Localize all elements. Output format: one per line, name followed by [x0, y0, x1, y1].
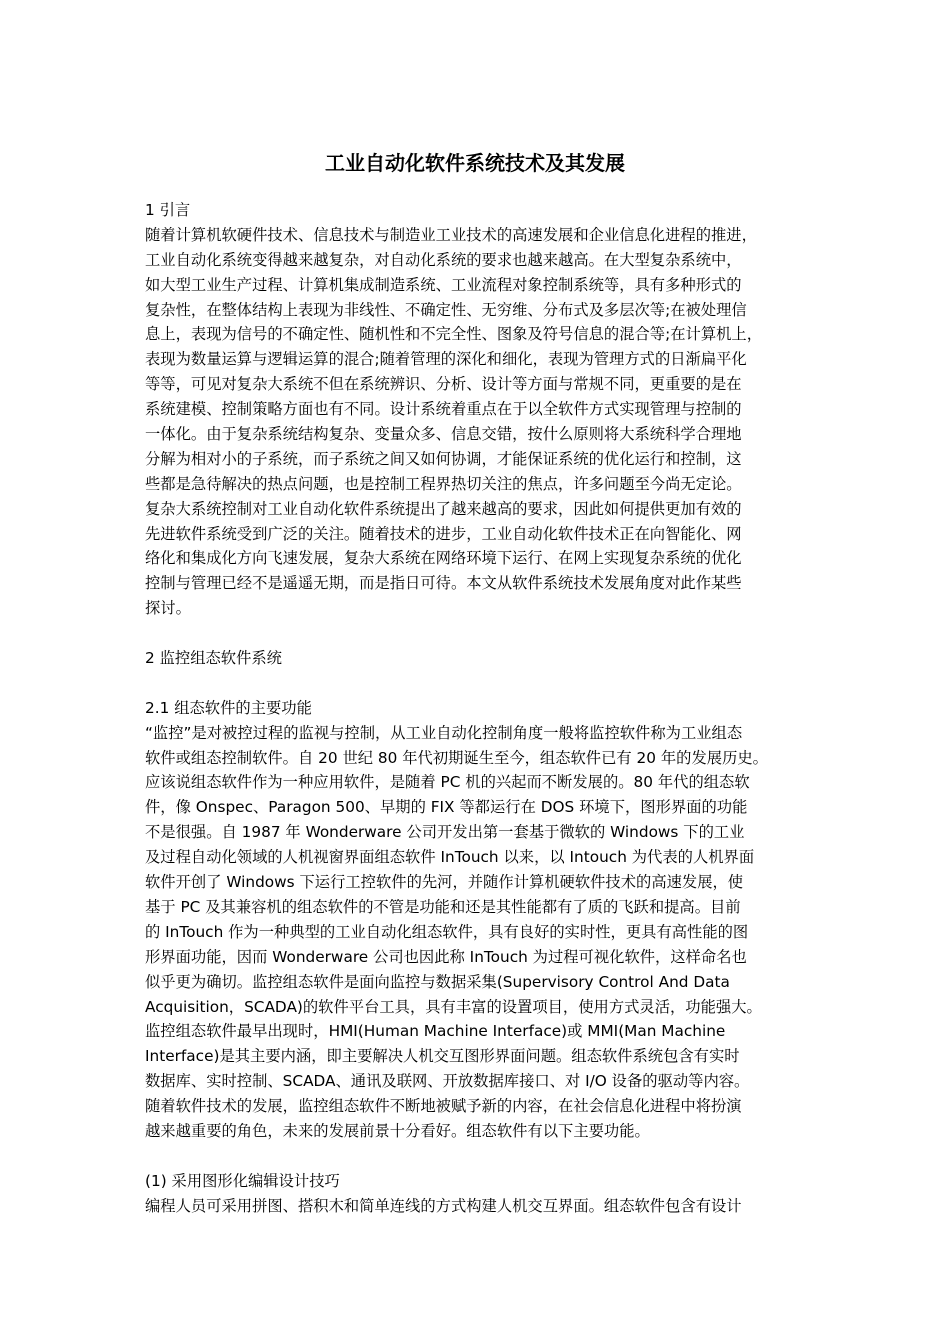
paragraph-line: 工业自动化系统变得越来越复杂，对自动化系统的要求也越来越高。在大型复杂系统中， [145, 250, 742, 269]
paragraph-line: Acquisition，SCADA)的软件平台工具，具有丰富的设置项目，使用方式灵活，功能强大。 [145, 997, 762, 1016]
section-2-1-paragraph [145, 721, 825, 1144]
paragraph-line: 监控组态软件最早出现时，HMI(Human Machine Interface)或 MMI(Man Machine [145, 1022, 726, 1041]
paragraph-line: 软件开创了 Windows 下运行工控软件的先河，并随作计算机硬软件技术的高速发展，使 [145, 873, 744, 892]
item-heading-1: (1) 采用图形化编辑设计技巧 [145, 1171, 340, 1190]
section-heading-intro: 1 引言 [145, 201, 191, 219]
paragraph-line: 应该说组态软件作为一种应用软件，是随着 PC 机的兴起而不断发展的。80 年代的组态软 [145, 773, 750, 792]
document-title: 工业自动化软件系统技术及其发展 [325, 151, 625, 175]
paragraph-line: 复杂大系统控制对工业自动化软件系统提出了越来越高的要求，因此如何提供更加有效的 [145, 499, 742, 518]
paragraph-line: 编程人员可采用拼图、搭积木和简单连线的方式构建人机交互界面。组态软件包含有设计 [145, 1196, 742, 1215]
blank-line [145, 621, 825, 646]
paragraph-line: 似乎更为确切。监控组态软件是面向监控与数据采集(Supervisory Control And Data [145, 972, 730, 991]
paragraph-line: 形界面功能，因而 Wonderware 公司也因此称 InTouch 为过程可视化软件，这样命名也 [145, 947, 747, 966]
paragraph-line: 一体化。由于复杂系统结构复杂、变量众多、信息交错，按什么原则将大系统科学合理地 [145, 425, 742, 444]
blank-line [145, 1144, 825, 1169]
paragraph-line: 件，像 Onspec、Paragon 500、早期的 FIX 等都运行在 DOS 环境下，图形界面的功能 [145, 798, 748, 817]
paragraph-line: 复杂性，在整体结构上表现为非线性、不确定性、无穷维、分布式及多层次等;在被处理信 [145, 300, 747, 319]
intro-paragraph [145, 223, 825, 621]
paragraph-line: 越来越重要的角色，未来的发展前景十分看好。组态软件有以下主要功能。 [145, 1121, 650, 1140]
paragraph-line: “监控”是对被控过程的监视与控制，从工业自动化控制角度一般将监控软件称为工业组态 [145, 723, 743, 742]
paragraph-line: 表现为数量运算与逻辑运算的混合;随着管理的深化和细化，表现为管理方式的日渐扁平化 [145, 350, 747, 369]
blank-line [145, 671, 825, 696]
paragraph-line: 控制与管理已经不是遥遥无期，而是指日可待。本文从软件系统技术发展角度对此作某些 [145, 574, 742, 593]
paragraph-line: 些都是急待解决的热点问题，也是控制工程界热切关注的焦点，许多问题至今尚无定论。 [145, 474, 742, 493]
paragraph-line: 分解为相对小的子系统，而子系统之间又如何协调，才能保证系统的优化运行和控制，这 [145, 449, 742, 468]
paragraph-line: 等等，可见对复杂大系统不但在系统辨识、分析、设计等方面与常规不同，更重要的是在 [145, 375, 742, 394]
paragraph-line: 基于 PC 及其兼容机的组态软件的不管是功能和还是其性能都有了质的飞跃和提高。目前 [145, 897, 741, 916]
paragraph-line: 软件或组态控制软件。自 20 世纪 80 年代初期诞生至今，组态软件已有 20 年的发展历史。 [145, 748, 768, 767]
paragraph-line: 的 InTouch 作为一种典型的工业自动化组态软件，具有良好的实时性，更具有高性能的图 [145, 922, 749, 941]
paragraph-line: 先进软件系统受到广泛的关注。随着技术的进步，工业自动化软件技术正在向智能化、网 [145, 524, 742, 543]
paragraph-line: 随着软件技术的发展，监控组态软件不断地被赋予新的内容，在社会信息化进程中将扮演 [145, 1097, 742, 1116]
paragraph-line: 及过程自动化领域的人机视窗界面组态软件 InTouch 以来，以 Intouch 为代表的人机界面 [145, 848, 755, 867]
paragraph-line: Interface)是其主要内涵，即主要解决人机交互图形界面问题。组态软件系统包含有实时 [145, 1047, 740, 1066]
paragraph-line: 数据库、实时控制、SCADA、通讯及联网、开放数据库接口、对 I/O 设备的驱动等内容。 [145, 1072, 750, 1091]
paragraph-line: 随着计算机软硬件技术、信息技术与制造业工业技术的高速发展和企业信息化进程的推进， [145, 225, 757, 244]
paragraph-line: 息上，表现为信号的不确定性、随机性和不完全性、图象及符号信息的混合等;在计算机上， [145, 325, 763, 344]
document-body [145, 198, 825, 1219]
paragraph-line: 系统建模、控制策略方面也有不同。设计系统着重点在于以全软件方式实现管理与控制的 [145, 400, 742, 419]
paragraph-line: 不是很强。自 1987 年 Wonderware 公司开发出第一套基于微软的 Windows 下的工业 [145, 823, 745, 842]
section-heading-2: 2 监控组态软件系统 [145, 649, 282, 668]
paragraph-line: 如大型工业生产过程、计算机集成制造系统、工业流程对象控制系统等，具有多种形式的 [145, 275, 742, 294]
item-1-paragraph [145, 1194, 825, 1219]
section-heading-2-1: 2.1 组态软件的主要功能 [145, 698, 312, 717]
paragraph-line: 探讨。 [145, 599, 191, 618]
paragraph-line: 络化和集成化方向飞速发展，复杂大系统在网络环境下运行、在网上实现复杂系统的优化 [145, 549, 742, 568]
